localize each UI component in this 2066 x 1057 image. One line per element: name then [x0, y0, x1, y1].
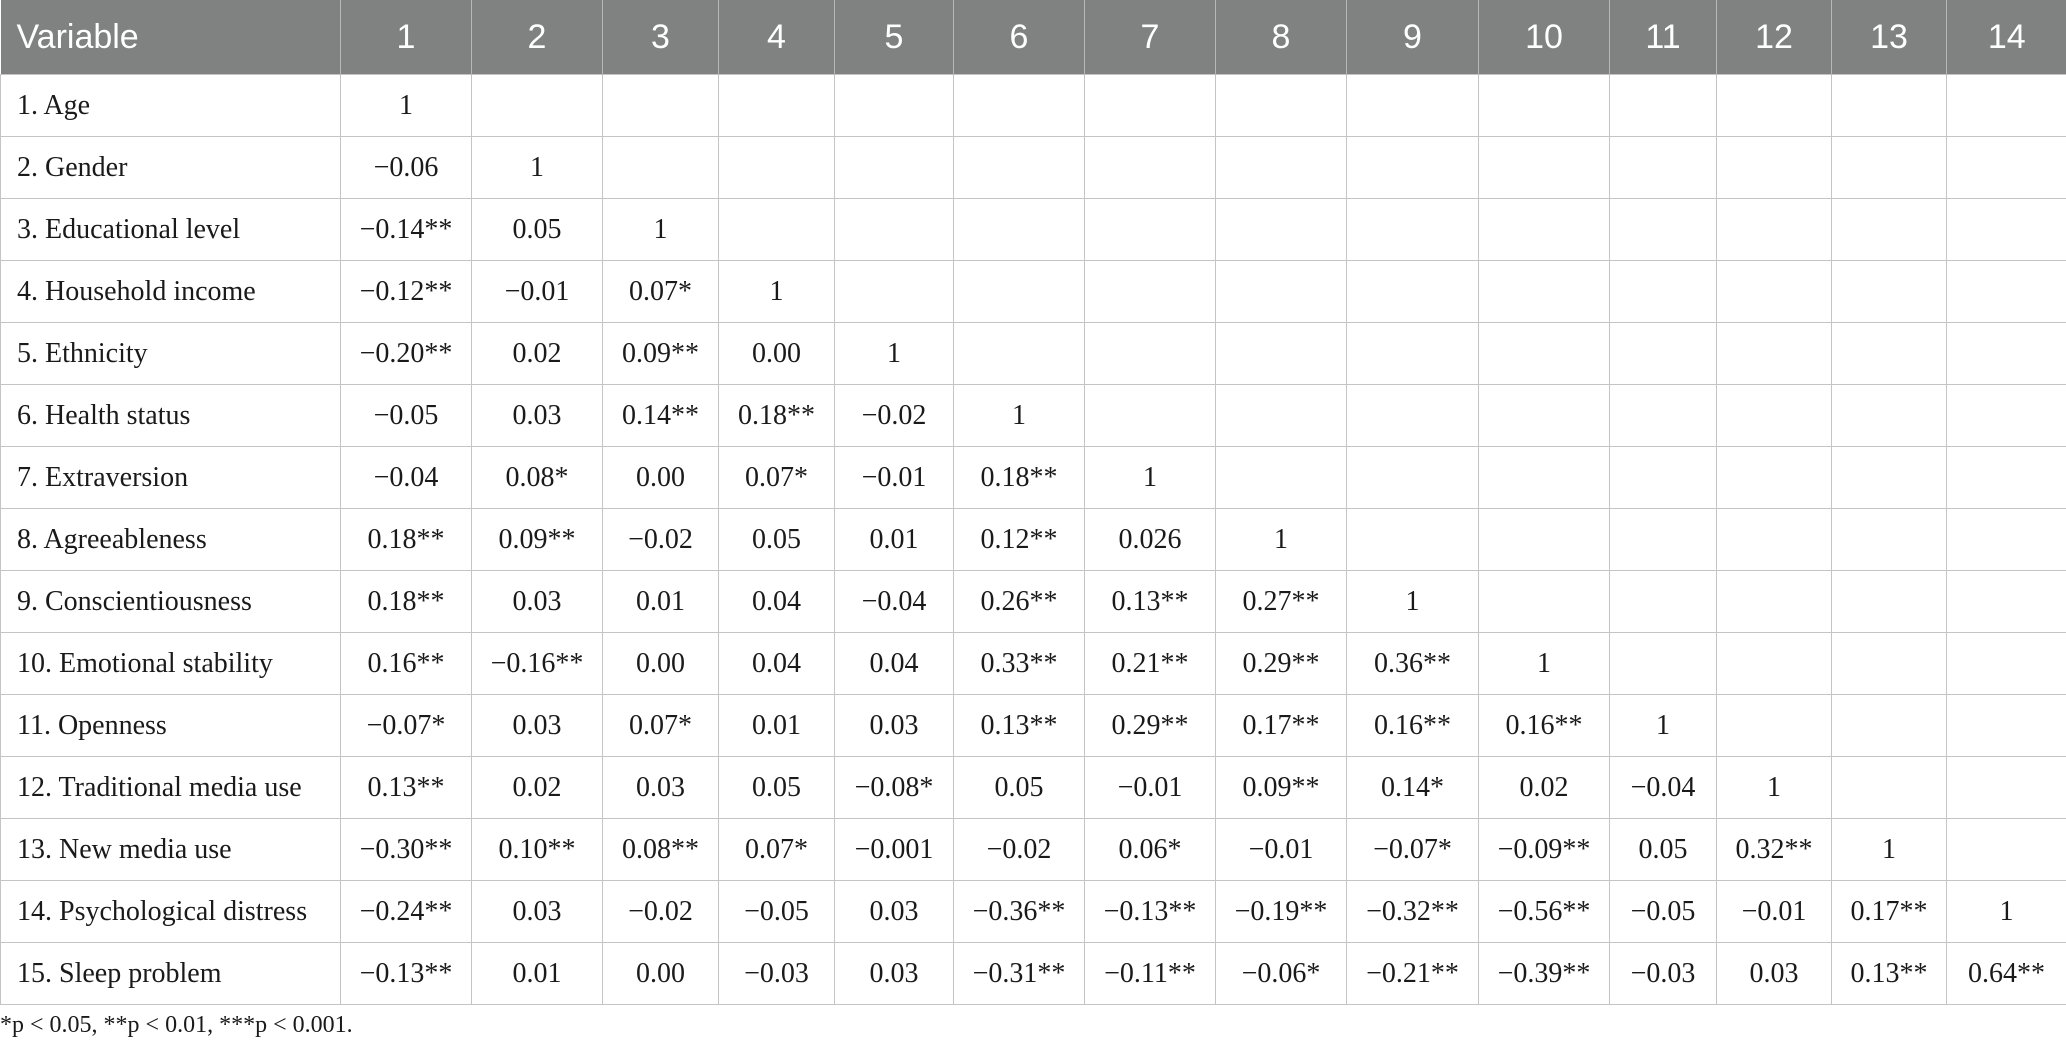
table-cell: 0.18**	[341, 571, 472, 633]
table-cell: 0.17**	[1832, 881, 1947, 943]
table-cell: 0.04	[835, 633, 954, 695]
table-cell: 0.21**	[1085, 633, 1216, 695]
table-cell	[1216, 447, 1347, 509]
table-cell: −0.30**	[341, 819, 472, 881]
table-cell	[1347, 509, 1479, 571]
table-cell: 0.026	[1085, 509, 1216, 571]
table-row	[1, 261, 2066, 323]
table-cell	[954, 261, 1085, 323]
header-col-7: 7	[1085, 0, 1216, 75]
table-cell	[1479, 261, 1610, 323]
table-row	[1, 199, 2066, 261]
table-cell	[835, 199, 954, 261]
header-variable: Variable	[1, 0, 341, 75]
table-cell	[1610, 199, 1717, 261]
row-variable-label: 8. Agreeableness	[1, 509, 341, 571]
table-cell	[1479, 447, 1610, 509]
table-cell: −0.02	[603, 509, 719, 571]
row-variable-label: 14. Psychological distress	[1, 881, 341, 943]
table-cell	[1717, 447, 1832, 509]
table-cell: −0.03	[719, 943, 835, 1005]
table-cell	[1832, 75, 1947, 137]
table-cell: 0.02	[472, 323, 603, 385]
table-cell: 0.14*	[1347, 757, 1479, 819]
table-cell: 1	[835, 323, 954, 385]
header-row	[1, 0, 2066, 75]
table-cell: −0.01	[1717, 881, 1832, 943]
table-cell: −0.21**	[1347, 943, 1479, 1005]
table-cell: 0.10**	[472, 819, 603, 881]
table-cell	[1216, 137, 1347, 199]
table-cell: 0.07*	[603, 261, 719, 323]
table-cell: −0.01	[835, 447, 954, 509]
table-cell: −0.19**	[1216, 881, 1347, 943]
header-col-14: 14	[1947, 0, 2066, 75]
table-cell: 0.03	[1717, 943, 1832, 1005]
table-cell: 0.00	[603, 447, 719, 509]
table-cell	[835, 75, 954, 137]
table-cell: 1	[954, 385, 1085, 447]
table-cell: −0.08*	[835, 757, 954, 819]
table-cell: 0.13**	[1832, 943, 1947, 1005]
table-cell	[1085, 137, 1216, 199]
table-cell	[954, 199, 1085, 261]
table-cell: 1	[1479, 633, 1610, 695]
table-row	[1, 447, 2066, 509]
table-cell: 0.00	[719, 323, 835, 385]
table-cell	[1610, 633, 1717, 695]
table-cell: 0.07*	[719, 819, 835, 881]
table-header	[1, 0, 2066, 75]
table-cell	[1216, 323, 1347, 385]
row-variable-label: 7. Extraversion	[1, 447, 341, 509]
table-cell: −0.36**	[954, 881, 1085, 943]
row-variable-label: 10. Emotional stability	[1, 633, 341, 695]
table-cell: 0.03	[472, 385, 603, 447]
table-row	[1, 633, 2066, 695]
table-row	[1, 943, 2066, 1005]
table-cell	[1717, 633, 1832, 695]
header-col-2: 2	[472, 0, 603, 75]
table-cell	[1832, 509, 1947, 571]
row-variable-label: 15. Sleep problem	[1, 943, 341, 1005]
table-cell	[1085, 75, 1216, 137]
table-cell: 0.05	[472, 199, 603, 261]
table-cell: 0.17**	[1216, 695, 1347, 757]
table-cell: −0.16**	[472, 633, 603, 695]
table-cell: 1	[603, 199, 719, 261]
header-col-12: 12	[1717, 0, 1832, 75]
table-cell	[1832, 137, 1947, 199]
table-cell	[1479, 323, 1610, 385]
table-row	[1, 509, 2066, 571]
table-cell: −0.04	[341, 447, 472, 509]
table-cell	[1347, 75, 1479, 137]
table-cell	[1947, 137, 2066, 199]
table-cell: 0.16**	[1347, 695, 1479, 757]
table-cell	[954, 75, 1085, 137]
table-row	[1, 695, 2066, 757]
header-col-11: 11	[1610, 0, 1717, 75]
table-cell	[835, 261, 954, 323]
table-cell: 0.01	[835, 509, 954, 571]
table-cell	[719, 137, 835, 199]
table-cell: 0.18**	[341, 509, 472, 571]
table-cell: 0.64**	[1947, 943, 2066, 1005]
row-variable-label: 9. Conscientiousness	[1, 571, 341, 633]
table-cell: −0.06*	[1216, 943, 1347, 1005]
table-cell	[1832, 695, 1947, 757]
row-variable-label: 12. Traditional media use	[1, 757, 341, 819]
header-col-3: 3	[603, 0, 719, 75]
table-cell: 0.01	[603, 571, 719, 633]
table-cell	[1216, 75, 1347, 137]
table-cell	[1947, 757, 2066, 819]
table-cell: −0.01	[472, 261, 603, 323]
table-cell	[1347, 447, 1479, 509]
table-cell: 0.07*	[719, 447, 835, 509]
table-cell: 0.18**	[719, 385, 835, 447]
table-cell: 0.32**	[1717, 819, 1832, 881]
table-cell: −0.39**	[1479, 943, 1610, 1005]
table-row	[1, 571, 2066, 633]
table-cell: −0.12**	[341, 261, 472, 323]
table-cell	[1832, 261, 1947, 323]
table-cell	[1947, 633, 2066, 695]
table-cell: 0.00	[603, 943, 719, 1005]
table-cell	[1610, 385, 1717, 447]
table-cell: 0.09**	[472, 509, 603, 571]
table-cell	[1479, 385, 1610, 447]
table-cell: 0.03	[835, 943, 954, 1005]
table-cell: −0.05	[341, 385, 472, 447]
table-cell	[1947, 447, 2066, 509]
table-cell	[1610, 75, 1717, 137]
table-cell	[1085, 199, 1216, 261]
table-cell: −0.01	[1216, 819, 1347, 881]
table-cell: 0.29**	[1216, 633, 1347, 695]
table-cell: 0.01	[472, 943, 603, 1005]
table-cell	[1832, 323, 1947, 385]
header-col-4: 4	[719, 0, 835, 75]
table-cell: 0.03	[472, 571, 603, 633]
table-cell: 1	[719, 261, 835, 323]
table-cell	[1216, 385, 1347, 447]
table-cell	[1085, 261, 1216, 323]
table-cell: 0.12**	[954, 509, 1085, 571]
table-cell: 1	[1610, 695, 1717, 757]
table-cell: 0.03	[472, 881, 603, 943]
table-cell	[1947, 261, 2066, 323]
table-cell: −0.07*	[1347, 819, 1479, 881]
table-cell: 0.02	[472, 757, 603, 819]
table-cell: −0.56**	[1479, 881, 1610, 943]
table-cell: 1	[1216, 509, 1347, 571]
table-cell	[1610, 261, 1717, 323]
row-variable-label: 5. Ethnicity	[1, 323, 341, 385]
table-cell: 0.18**	[954, 447, 1085, 509]
table-cell: 0.05	[719, 757, 835, 819]
table-cell	[1717, 385, 1832, 447]
table-cell: 0.08**	[603, 819, 719, 881]
table-cell	[472, 75, 603, 137]
table-cell	[1479, 509, 1610, 571]
table-cell: 0.03	[835, 881, 954, 943]
table-cell: −0.14**	[341, 199, 472, 261]
header-col-8: 8	[1216, 0, 1347, 75]
row-variable-label: 13. New media use	[1, 819, 341, 881]
table-cell	[1832, 447, 1947, 509]
table-cell: 0.04	[719, 571, 835, 633]
table-cell: 0.16**	[1479, 695, 1610, 757]
table-row	[1, 75, 2066, 137]
table-cell	[1947, 695, 2066, 757]
table-cell	[1717, 323, 1832, 385]
table-cell	[1085, 385, 1216, 447]
significance-footnote: *p < 0.05, **p < 0.01, ***p < 0.001.	[0, 1012, 353, 1038]
table-cell: 0.26**	[954, 571, 1085, 633]
table-cell: 0.13**	[341, 757, 472, 819]
table-cell	[954, 323, 1085, 385]
table-cell	[1832, 757, 1947, 819]
table-cell: −0.24**	[341, 881, 472, 943]
table-cell	[1832, 385, 1947, 447]
table-cell: 1	[1832, 819, 1947, 881]
row-variable-label: 6. Health status	[1, 385, 341, 447]
table-cell: −0.06	[341, 137, 472, 199]
row-variable-label: 1. Age	[1, 75, 341, 137]
table-cell: 0.00	[603, 633, 719, 695]
table-cell	[1717, 137, 1832, 199]
table-cell	[1347, 199, 1479, 261]
table-cell	[1947, 75, 2066, 137]
table-cell	[1717, 509, 1832, 571]
row-variable-label: 3. Educational level	[1, 199, 341, 261]
table-cell: −0.04	[835, 571, 954, 633]
table-cell: 0.01	[719, 695, 835, 757]
table-cell	[603, 137, 719, 199]
header-col-13: 13	[1832, 0, 1947, 75]
table-cell	[1947, 509, 2066, 571]
table-cell: 0.29**	[1085, 695, 1216, 757]
table-cell: 0.08*	[472, 447, 603, 509]
table-cell: −0.02	[603, 881, 719, 943]
table-cell: −0.09**	[1479, 819, 1610, 881]
table-cell: 0.07*	[603, 695, 719, 757]
table-cell	[603, 75, 719, 137]
table-cell: 0.27**	[1216, 571, 1347, 633]
table-cell: 1	[341, 75, 472, 137]
table-cell	[719, 75, 835, 137]
table-cell	[1085, 323, 1216, 385]
table-cell: 0.03	[835, 695, 954, 757]
table-cell	[1479, 571, 1610, 633]
table-cell: −0.31**	[954, 943, 1085, 1005]
table-cell	[1832, 633, 1947, 695]
table-row	[1, 385, 2066, 447]
table-cell: 0.16**	[341, 633, 472, 695]
table-cell	[1479, 199, 1610, 261]
table-cell	[1832, 199, 1947, 261]
table-cell	[1610, 447, 1717, 509]
table-cell	[1717, 75, 1832, 137]
header-col-9: 9	[1347, 0, 1479, 75]
table-row	[1, 881, 2066, 943]
header-col-1: 1	[341, 0, 472, 75]
table-cell	[1947, 199, 2066, 261]
row-variable-label: 2. Gender	[1, 137, 341, 199]
header-col-6: 6	[954, 0, 1085, 75]
table-cell: 0.05	[719, 509, 835, 571]
table-cell	[1947, 385, 2066, 447]
table-cell: 1	[1085, 447, 1216, 509]
table-cell: −0.05	[1610, 881, 1717, 943]
table-cell: 1	[1717, 757, 1832, 819]
table-cell	[1347, 323, 1479, 385]
table-cell	[1947, 323, 2066, 385]
table-cell	[1347, 261, 1479, 323]
table-cell: −0.20**	[341, 323, 472, 385]
table-cell	[1479, 137, 1610, 199]
table-cell	[1347, 137, 1479, 199]
table-cell: 0.05	[1610, 819, 1717, 881]
table-cell	[1610, 137, 1717, 199]
table-row	[1, 137, 2066, 199]
table-cell: −0.07*	[341, 695, 472, 757]
table-cell	[719, 199, 835, 261]
table-cell	[1832, 571, 1947, 633]
table-cell: 1	[1347, 571, 1479, 633]
table-cell	[954, 137, 1085, 199]
table-cell	[1347, 385, 1479, 447]
table-cell	[1610, 323, 1717, 385]
table-cell	[1216, 261, 1347, 323]
table-cell: 0.03	[603, 757, 719, 819]
table-cell	[1717, 199, 1832, 261]
table-cell	[835, 137, 954, 199]
table-cell	[1717, 695, 1832, 757]
table-cell: 0.13**	[1085, 571, 1216, 633]
table-cell	[1216, 199, 1347, 261]
table-cell: 0.13**	[954, 695, 1085, 757]
table-cell: −0.001	[835, 819, 954, 881]
table-row	[1, 819, 2066, 881]
table-cell: −0.05	[719, 881, 835, 943]
table-cell: −0.02	[954, 819, 1085, 881]
row-variable-label: 11. Openness	[1, 695, 341, 757]
table-cell	[1610, 571, 1717, 633]
table-cell: −0.32**	[1347, 881, 1479, 943]
table-cell	[1947, 819, 2066, 881]
table-cell: 0.36**	[1347, 633, 1479, 695]
table-cell: 0.05	[954, 757, 1085, 819]
table-cell: −0.13**	[1085, 881, 1216, 943]
table-cell	[1610, 509, 1717, 571]
table-cell	[1479, 75, 1610, 137]
header-col-5: 5	[835, 0, 954, 75]
table-cell	[1717, 571, 1832, 633]
table-cell: 0.14**	[603, 385, 719, 447]
table-cell: −0.02	[835, 385, 954, 447]
table-row	[1, 757, 2066, 819]
table-cell: 1	[472, 137, 603, 199]
table-cell	[1947, 571, 2066, 633]
table-cell: 0.09**	[603, 323, 719, 385]
table-cell: 0.09**	[1216, 757, 1347, 819]
table-cell: 0.33**	[954, 633, 1085, 695]
table-cell: −0.13**	[341, 943, 472, 1005]
table-cell: 1	[1947, 881, 2066, 943]
table-cell	[1717, 261, 1832, 323]
table-body	[1, 75, 2066, 1005]
table-cell: 0.02	[1479, 757, 1610, 819]
table-row	[1, 323, 2066, 385]
table-cell: 0.04	[719, 633, 835, 695]
table-cell: −0.01	[1085, 757, 1216, 819]
table-cell: −0.11**	[1085, 943, 1216, 1005]
table-cell: −0.04	[1610, 757, 1717, 819]
table-cell: −0.03	[1610, 943, 1717, 1005]
table-cell: 0.03	[472, 695, 603, 757]
header-col-10: 10	[1479, 0, 1610, 75]
table-cell: 0.06*	[1085, 819, 1216, 881]
row-variable-label: 4. Household income	[1, 261, 341, 323]
